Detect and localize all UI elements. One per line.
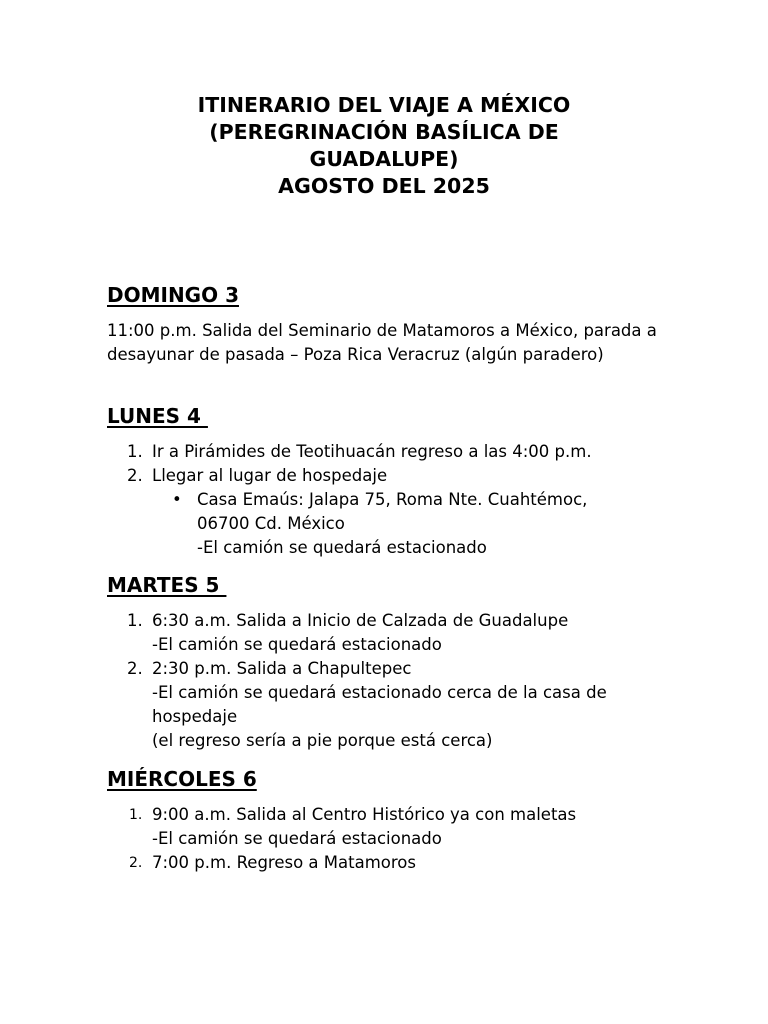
list-item-note: -El camión se quedará estacionado	[152, 829, 442, 848]
lodging-address-line-1: Casa Emaús: Jalapa 75, Roma Nte. Cuahtémoc,	[197, 490, 588, 509]
title-line-4: AGOSTO DEL 2025	[278, 174, 490, 198]
list-item-text: 7:00 p.m. Regreso a Matamoros	[152, 853, 416, 872]
list-item	[107, 657, 667, 753]
list-number: 1.	[127, 442, 143, 461]
list-item-text: 2:30 p.m. Salida a Chapultepec	[152, 659, 412, 678]
list-item	[107, 609, 667, 657]
martes-list	[107, 609, 667, 753]
list-number: 2.	[129, 855, 143, 871]
list-item	[107, 851, 667, 875]
list-number: 1.	[127, 611, 143, 630]
heading-lunes: LUNES 4	[107, 404, 208, 428]
lunes-list	[107, 440, 667, 560]
lodging-address-line-2: 06700 Cd. México	[197, 514, 345, 533]
list-number: 1.	[129, 807, 143, 823]
heading-domingo: DOMINGO 3	[107, 283, 239, 307]
list-item-text: Ir a Pirámides de Teotihuacán regreso a las 4:00 p.m.	[152, 442, 592, 461]
list-item-note: -El camión se quedará estacionado cerca de la casa de hospedaje	[152, 683, 607, 726]
list-number: 2.	[127, 659, 143, 678]
list-item	[107, 464, 667, 560]
title-line-3: GUADALUPE)	[309, 147, 459, 171]
list-item	[107, 440, 667, 464]
list-item-note: -El camión se quedará estacionado	[152, 635, 442, 654]
list-number: 2.	[127, 466, 143, 485]
document-title	[120, 92, 648, 200]
list-item-text: 6:30 a.m. Salida a Inicio de Calzada de Guadalupe	[152, 611, 569, 630]
title-line-1: ITINERARIO DEL VIAJE A MÉXICO	[197, 93, 571, 117]
heading-martes: MARTES 5	[107, 573, 227, 597]
list-item	[107, 803, 667, 851]
list-item-text: 9:00 a.m. Salida al Centro Histórico ya con maletas	[152, 805, 577, 824]
heading-miercoles: MIÉRCOLES 6	[107, 767, 257, 791]
title-line-2: (PEREGRINACIÓN BASÍLICA DE	[209, 120, 559, 144]
miercoles-list	[107, 803, 667, 875]
list-item-text: Llegar al lugar de hospedaje	[152, 466, 388, 485]
bullet-icon: •	[172, 490, 182, 509]
domingo-paragraph: 11:00 p.m. Salida del Seminario de Matamoros a México, parada a desayunar de pasada – Poza Rica Veracruz (algún paradero)	[107, 321, 657, 364]
lodging-note: -El camión se quedará estacionado	[197, 538, 487, 557]
bullet-item-lodging	[107, 488, 667, 560]
list-item-note-2: (el regreso sería a pie porque está cerca)	[152, 731, 493, 750]
